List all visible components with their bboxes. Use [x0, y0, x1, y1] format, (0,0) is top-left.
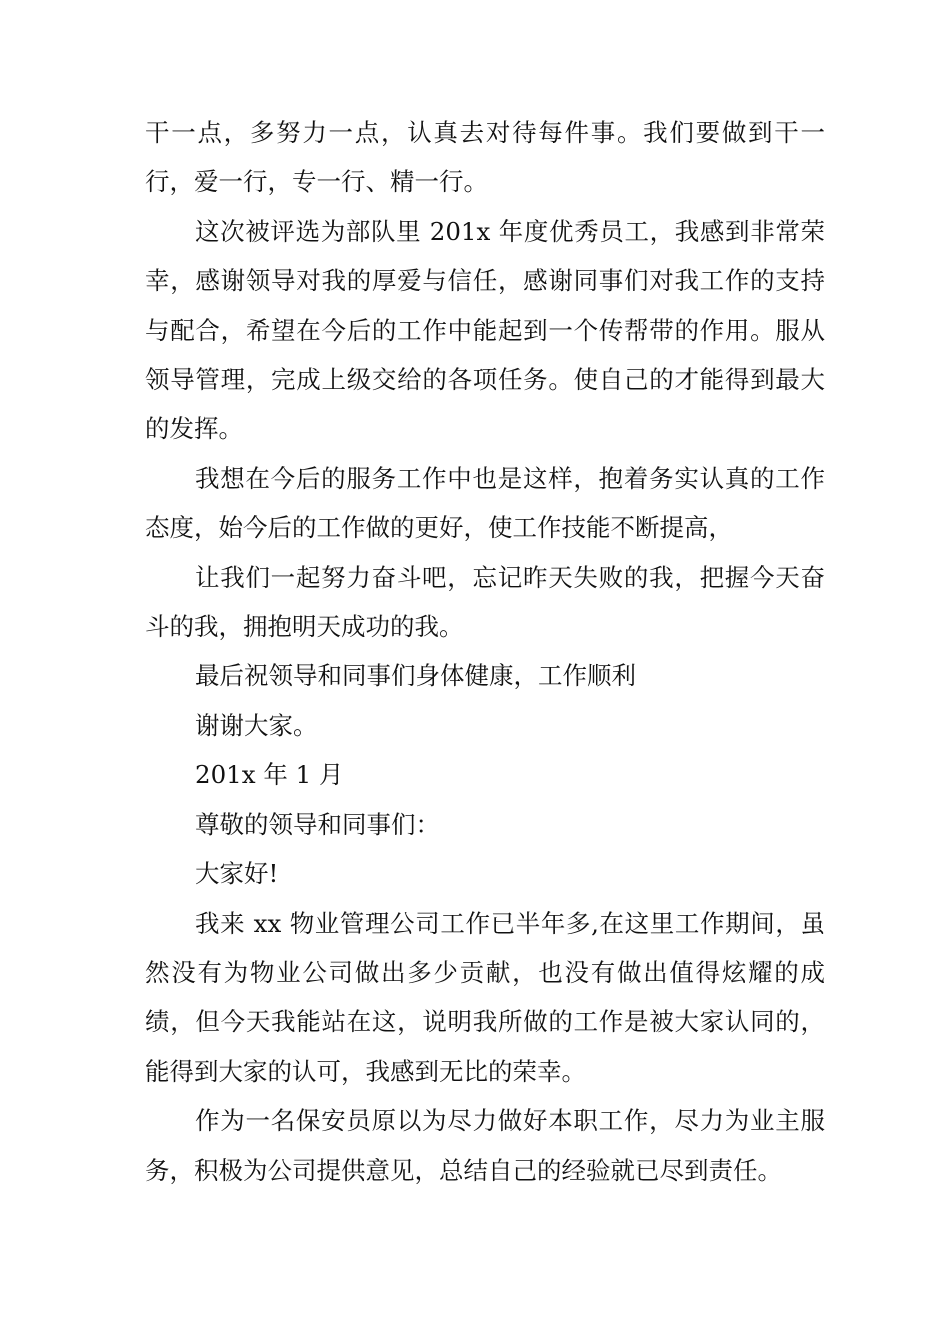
paragraph-7: 201x 年 1 月: [195, 760, 344, 790]
paragraph-11: 作为一名保安员原以为尽力做好本职工作，尽力为业主服务，积极为公司提供意见，总结自己的经验就已尽到责任。: [145, 1106, 825, 1185]
document-body: [145, 108, 825, 1195]
paragraph-10: 我来 xx 物业管理公司工作已半年多,在这里工作期间，虽然没有为物业公司做出多少贡献，也没有做出值得炫耀的成绩，但今天我能站在这，说明我所做的工作是被大家认同的，能得到大家的认可，我感到无比的荣幸。: [145, 908, 825, 1086]
paragraph-5: 最后祝领导和同事们身体健康，工作顺利: [195, 661, 636, 691]
paragraph-2: 这次被评选为部队里 201x 年度优秀员工，我感到非常荣幸，感谢领导对我的厚爱与信任，感谢同事们对我工作的支持与配合，希望在今后的工作中能起到一个传帮带的作用。服从领导管理，完成上级交给的各项任务。使自己的才能得到最大的发挥。: [145, 216, 825, 444]
paragraph-1: 干一点，多努力一点，认真去对待每件事。我们要做到干一行，爱一行，专一行、精一行。: [145, 118, 825, 197]
paragraph-9: 大家好!: [195, 859, 279, 889]
paragraph-4: 让我们一起努力奋斗吧，忘记昨天失败的我，把握今天奋斗的我，拥抱明天成功的我。: [145, 562, 825, 642]
paragraph-8: 尊敬的领导和同事们：: [195, 809, 440, 839]
paragraph-3: 我想在今后的服务工作中也是这样，抱着务实认真的工作态度，始今后的工作做的更好，使工作技能不断提高，: [145, 463, 825, 543]
paragraph-6: 谢谢大家。: [195, 710, 318, 740]
